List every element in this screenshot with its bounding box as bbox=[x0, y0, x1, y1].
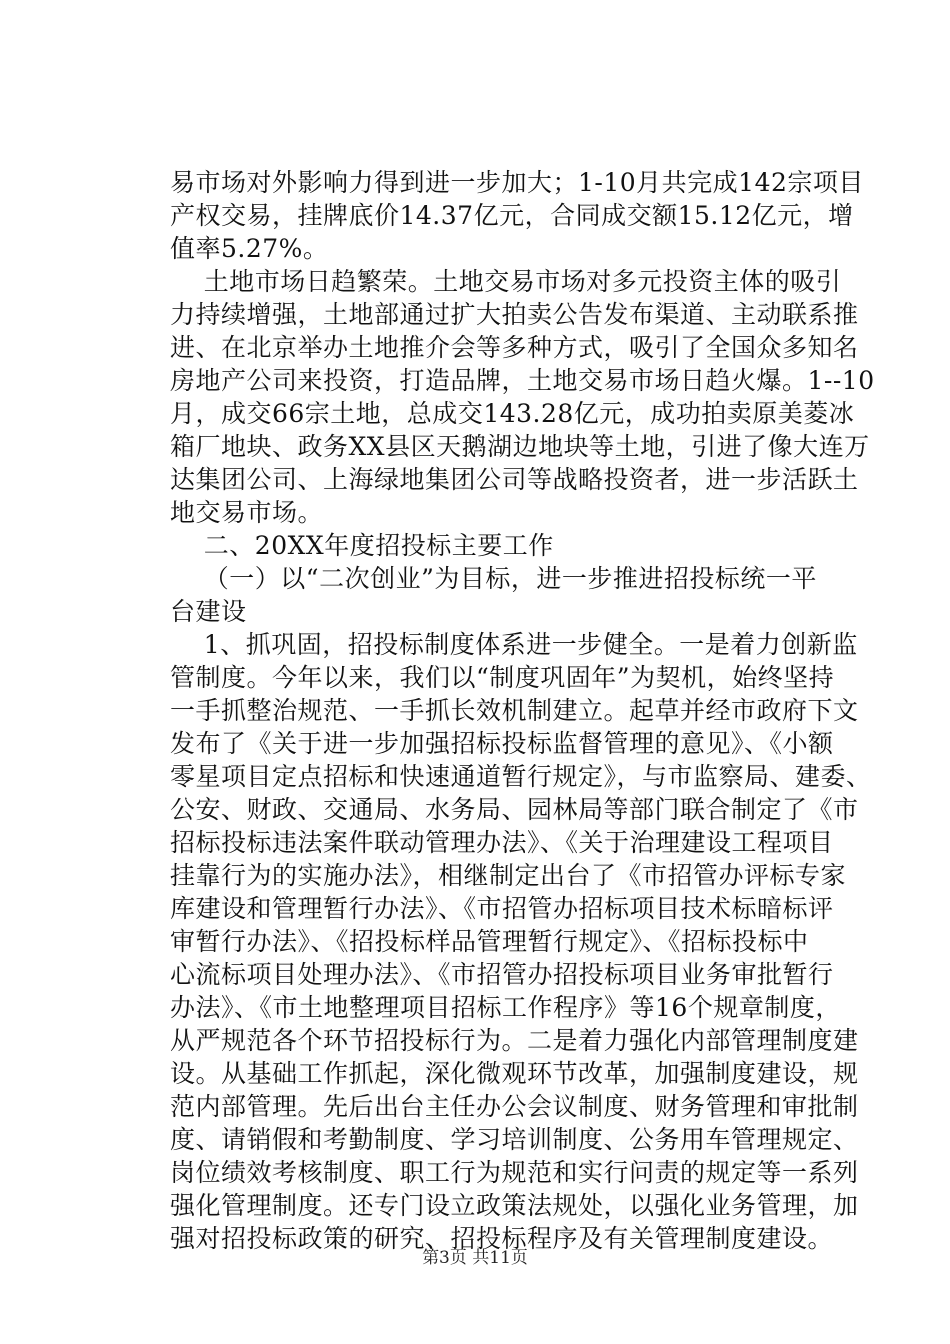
text-line: 力持续增强，土地部通过扩大拍卖公告发布渠道、主动联系推 bbox=[170, 300, 859, 329]
text-line: 房地产公司来投资，打造品牌，土地交易市场日趋火爆。1--10 bbox=[170, 366, 875, 395]
text-line: 易市场对外影响力得到进一步加大；1-10月共完成142宗项目 bbox=[170, 168, 864, 197]
text-line: 强化管理制度。还专门设立政策法规处，以强化业务管理，加 bbox=[170, 1191, 859, 1220]
text-line: 1、抓巩固，招投标制度体系进一步健全。一是着力创新监 bbox=[170, 630, 858, 659]
text-line: 月，成交66宗土地，总成交143.28亿元，成功拍卖原美菱冰 bbox=[170, 399, 855, 428]
text-line: 度、请销假和考勤制度、学习培训制度、公务用车管理规定、 bbox=[170, 1125, 859, 1154]
text-line: 强对招投标政策的研究、招投标程序及有关管理制度建设。 bbox=[170, 1224, 834, 1253]
text-line: 办法》、《市土地整理项目招标工作程序》等16个规章制度， bbox=[170, 993, 841, 1022]
text-line: 发布了《关于进一步加强招标投标监督管理的意见》、《小额 bbox=[170, 729, 834, 758]
text-line: 挂靠行为的实施办法》，相继制定出台了《市招管办评标专家 bbox=[170, 861, 847, 890]
text-line: 土地市场日趋繁荣。土地交易市场对多元投资主体的吸引 bbox=[170, 267, 842, 296]
subsection-heading: 台建设 bbox=[170, 597, 247, 626]
text-line: 范内部管理。先后出台主任办公会议制度、财务管理和审批制 bbox=[170, 1092, 859, 1121]
text-line: 从严规范各个环节招投标行为。二是着力强化内部管理制度建 bbox=[170, 1026, 859, 1055]
page-footer: 第3页 共11页 bbox=[422, 1248, 528, 1268]
text-line: 招标投标违法案件联动管理办法》、《关于治理建设工程项目 bbox=[170, 828, 834, 857]
text-line: 地交易市场。 bbox=[170, 498, 324, 527]
text-line: 箱厂地块、政务XX县区天鹅湖边地块等土地，引进了像大连万 bbox=[170, 432, 870, 461]
text-line: 设。从基础工作抓起，深化微观环节改革，加强制度建设，规 bbox=[170, 1059, 859, 1088]
text-line: 产权交易，挂牌底价14.37亿元，合同成交额15.12亿元，增 bbox=[170, 201, 854, 230]
text-line: 一手抓整治规范、一手抓长效机制建立。起草并经市政府下文 bbox=[170, 696, 859, 725]
text-line: 公安、财政、交通局、水务局、园林局等部门联合制定了《市 bbox=[170, 795, 859, 824]
text-line: 达集团公司、上海绿地集团公司等战略投资者，进一步活跃土 bbox=[170, 465, 859, 494]
text-line: 心流标项目处理办法》、《市招管办招投标项目业务审批暂行 bbox=[170, 960, 834, 989]
text-line: 库建设和管理暂行办法》、《市招管办招标项目技术标暗标评 bbox=[170, 894, 834, 923]
text-line: 审暂行办法》、《招投标样品管理暂行规定》、《招标投标中 bbox=[170, 927, 809, 956]
text-line: 进、在北京举办土地推介会等多种方式，吸引了全国众多知名 bbox=[170, 333, 859, 362]
text-line: 管制度。今年以来，我们以“制度巩固年”为契机，始终坚持 bbox=[170, 663, 835, 692]
section-heading: 二、20XX年度招投标主要工作 bbox=[170, 531, 554, 560]
text-line: 值率5.27%。 bbox=[170, 234, 329, 263]
text-line: 岗位绩效考核制度、职工行为规范和实行问责的规定等一系列 bbox=[170, 1158, 859, 1187]
text-line: 零星项目定点招标和快速通道暂行规定》，与市监察局、建委、 bbox=[170, 762, 872, 791]
subsection-heading: （一）以“二次创业”为目标，进一步推进招投标统一平 bbox=[170, 564, 817, 593]
